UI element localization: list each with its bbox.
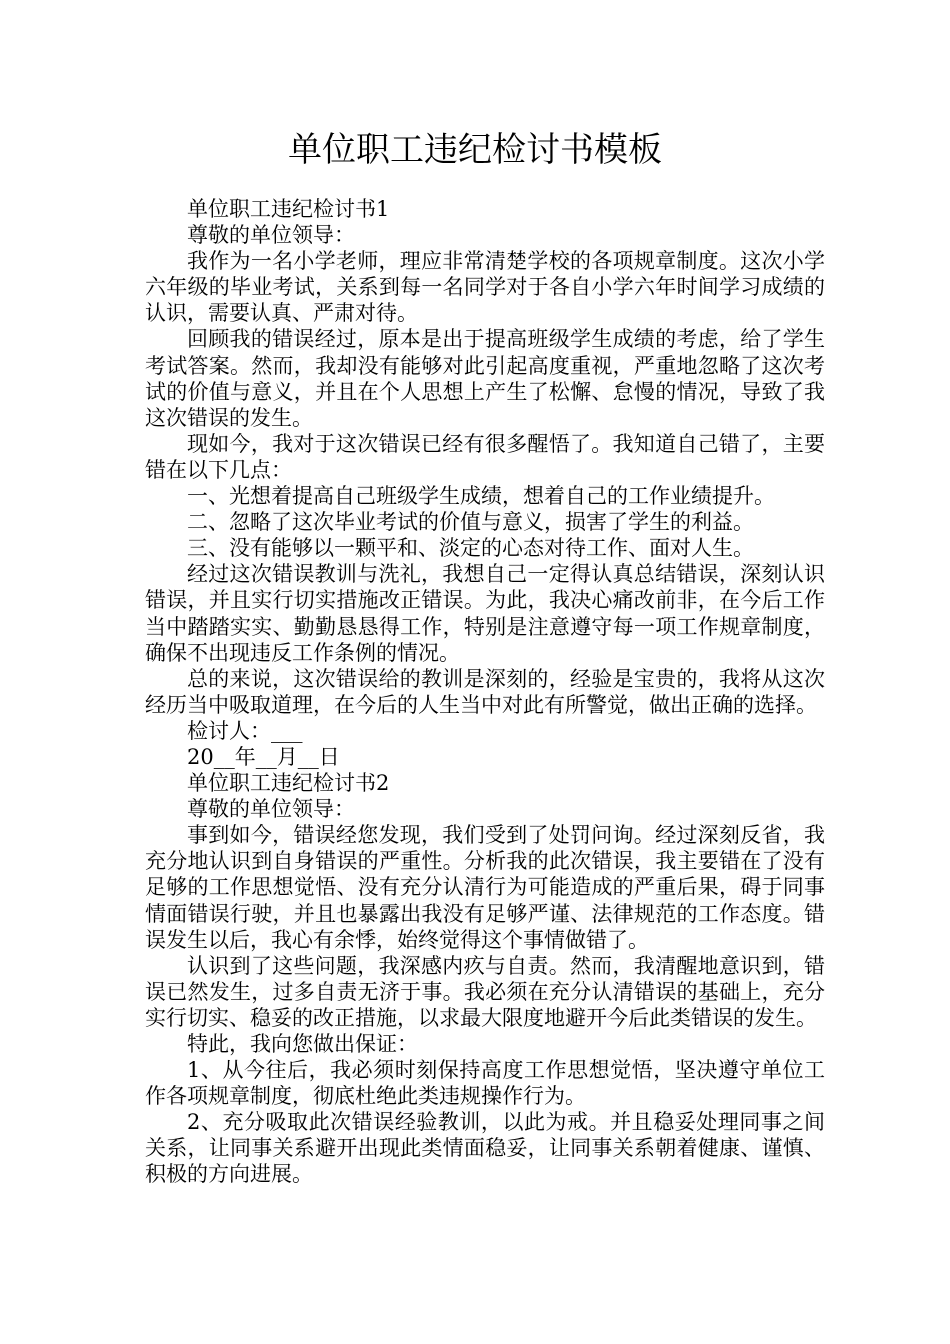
paragraph-review: 回顾我的错误经过，原本是出于提高班级学生成绩的考虑，给了学生考试答案。然而，我却没有能够对此引起高度重视，严重地忽略了这次考试的价值与意义，并且在个人思想上产生了松懈、怠慢的情况，导致了我这次错误的发生。 [145,327,825,430]
section-heading-1: 单位职工违纪检讨书1 [187,197,390,221]
list-item-3: 三、没有能够以一颗平和、淡定的心态对待工作、面对人生。 [187,536,754,561]
list-item-1: 一、光想着提高自己班级学生成绩，想着自己的工作业绩提升。 [187,484,775,509]
signature-line: 检讨人：___ [187,718,303,743]
paragraph-intro-1: 我作为一名小学老师，理应非常清楚学校的各项规章制度。这次小学六年级的毕业考试，关系到每一名同学对于各自小学六年时间学习成绩的认识，需要认真、严肃对待。 [145,249,825,326]
paragraph-correction: 经过这次错误教训与洗礼，我想自己一定得认真总结错误，深刻认识错误，并且实行切实措施改正错误。为此，我决心痛改前非，在今后工作当中踏踏实实、勤勤恳恳得工作，特别是注意遵守每一项工作规章制度，确保不出现违反工作条例的情况。 [145,562,825,665]
salutation-1: 尊敬的单位领导： [187,223,355,248]
list-item-2: 二、忽略了这次毕业考试的价值与意义，损害了学生的利益。 [187,510,754,535]
paragraph-pledge-intro: 特此，我向您做出保证： [187,1032,418,1056]
date-line: 20__年__月__日 [187,744,340,769]
pledge-item-1: 1、从今往后，我必须时刻保持高度工作思想觉悟，坚决遵守单位工作各项规章制度，彻底杜绝此类违规操作行为。 [145,1058,825,1109]
document-body [145,196,825,1188]
section-heading-2: 单位职工违纪检讨书2 [187,771,390,796]
document-title: 单位职工违纪检讨书模板 [288,130,662,170]
pledge-item-2: 2、充分吸取此次错误经验教训，以此为戒。并且稳妥处理同事之间关系，让同事关系避开出现此类情面稳妥，让同事关系朝着健康、谨慎、积极的方向进展。 [145,1110,825,1187]
salutation-2: 尊敬的单位领导： [187,797,355,822]
paragraph-intro-2: 事到如今，错误经您发现，我们受到了处罚问询。经过深刻反省，我充分地认识到自身错误的严重性。分析我的此次错误，我主要错在了没有足够的工作思想觉悟、没有充分认清行为可能造成的严重后果，碍于同事情面错误行驶，并且也暴露出我没有足够严谨、法律规范的工作态度。错误发生以后，我心有余悸，始终觉得这个事情做错了。 [145,823,825,952]
paragraph-reflection: 认识到了这些问题，我深感内疚与自责。然而，我清醒地意识到，错误已然发生，过多自责无济于事。我必须在充分认清错误的基础上，充分实行切实、稳妥的改正措施，以求最大限度地避开今后此类错误的发生。 [145,953,825,1030]
paragraph-realization: 现如今，我对于这次错误已经有很多醒悟了。我知道自己错了，主要错在以下几点： [145,431,825,482]
paragraph-summary: 总的来说，这次错误给的教训是深刻的，经验是宝贵的，我将从这次经历当中吸取道理，在今后的人生当中对此有所警觉，做出正确的选择。 [145,666,825,717]
